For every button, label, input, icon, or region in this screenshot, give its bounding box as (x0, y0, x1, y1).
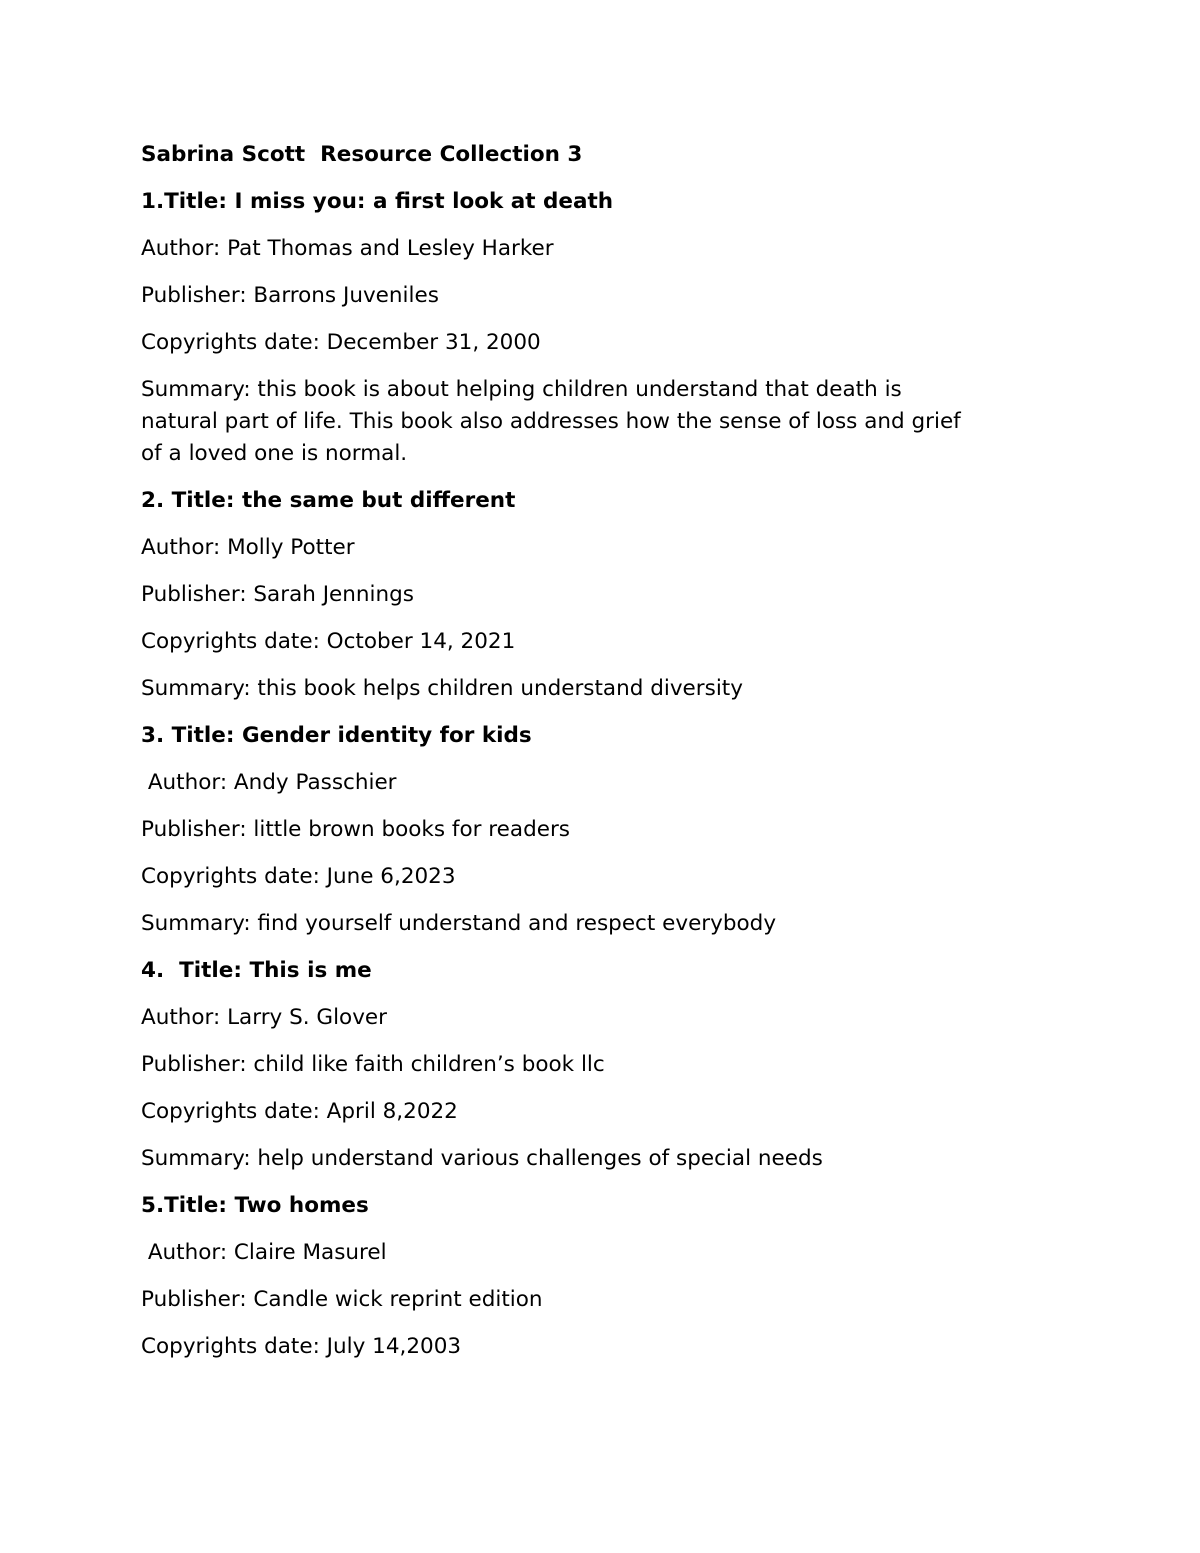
entry-author: Author: Claire Masurel (141, 1240, 387, 1265)
entry-title: 2. Title: the same but different (141, 488, 516, 513)
summary-line: Summary: help understand various challenges of special needs (141, 1146, 823, 1171)
entry-summary (141, 908, 1061, 940)
resource-entry (141, 186, 1061, 470)
entry-summary (141, 673, 1061, 705)
entry-title: 5.Title: Two homes (141, 1193, 369, 1218)
entry-publisher: Publisher: Barrons Juveniles (141, 283, 439, 308)
resource-list (141, 186, 1061, 1363)
entry-summary (141, 374, 1061, 470)
summary-line: natural part of life. This book also addresses how the sense of loss and grief (141, 409, 961, 434)
resource-entry (141, 720, 1061, 940)
entry-author: Author: Molly Potter (141, 535, 355, 560)
entry-publisher: Publisher: Sarah Jennings (141, 582, 414, 607)
resource-entry (141, 485, 1061, 705)
entry-publisher: Publisher: child like faith children’s book llc (141, 1052, 605, 1077)
document-heading: Sabrina Scott Resource Collection 3 (141, 142, 583, 167)
resource-entry (141, 1190, 1061, 1363)
entry-title: 3. Title: Gender identity for kids (141, 723, 532, 748)
entry-copyright-date: Copyrights date: April 8,2022 (141, 1099, 458, 1124)
entry-publisher: Publisher: little brown books for readers (141, 817, 570, 842)
entry-copyright-date: Copyrights date: December 31, 2000 (141, 330, 541, 355)
entry-author: Author: Larry S. Glover (141, 1005, 387, 1030)
entry-title: 4. Title: This is me (141, 958, 372, 983)
entry-title: 1.Title: I miss you: a first look at death (141, 189, 614, 214)
entry-copyright-date: Copyrights date: June 6,2023 (141, 864, 456, 889)
summary-line: Summary: find yourself understand and respect everybody (141, 911, 777, 936)
entry-author: Author: Pat Thomas and Lesley Harker (141, 236, 554, 261)
summary-line: Summary: this book is about helping children understand that death is (141, 377, 902, 402)
document-page (141, 139, 1061, 1378)
summary-line: of a loved one is normal. (141, 441, 408, 466)
entry-author: Author: Andy Passchier (141, 770, 397, 795)
entry-summary (141, 1143, 1061, 1175)
resource-entry (141, 955, 1061, 1175)
summary-line: Summary: this book helps children understand diversity (141, 676, 743, 701)
entry-copyright-date: Copyrights date: July 14,2003 (141, 1334, 462, 1359)
entry-copyright-date: Copyrights date: October 14, 2021 (141, 629, 516, 654)
entry-publisher: Publisher: Candle wick reprint edition (141, 1287, 543, 1312)
